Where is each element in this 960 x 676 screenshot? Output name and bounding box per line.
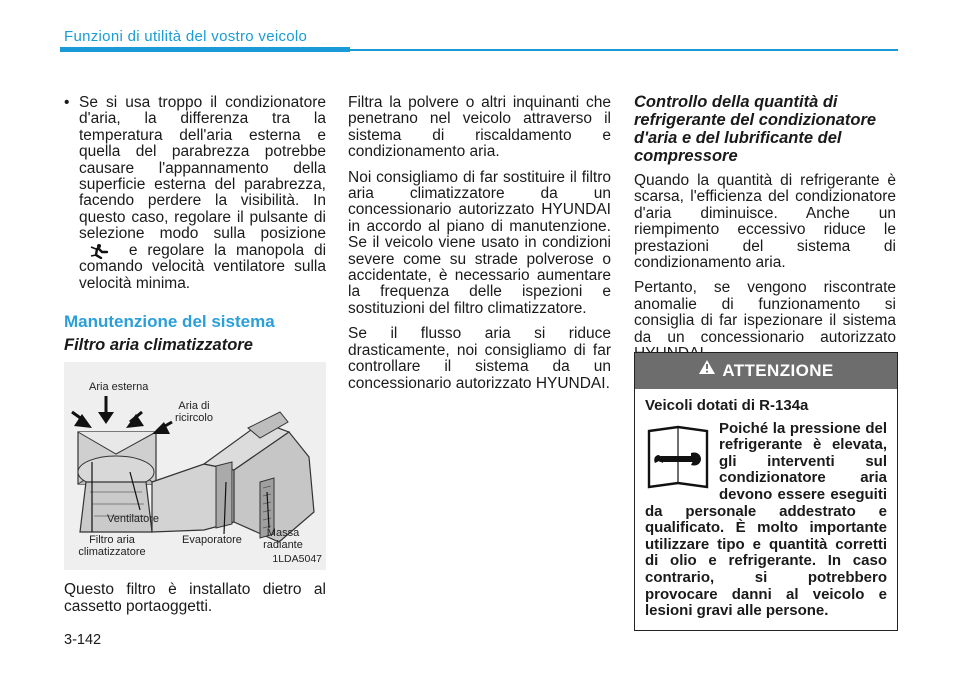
column-middle <box>348 95 611 401</box>
warning-box <box>634 352 898 631</box>
paragraph-3: Se il flusso aria si riduce drasticamente, noi consigliamo di far controllare il sistema da un concessionario autorizzato HYUNDAI. <box>348 325 611 392</box>
warning-text: Poiché la pressione del refrigerante è elevata, gli interventi sul condizionatore aria devono essere eseguiti da personale addestrato e qualificato. È molto importante utilizzare tipo e quantità corretti di olio e refrigerante. In caso contrario, si potrebbero provocare danni al veicolo e lesioni gravi alle persone. <box>645 419 887 620</box>
filter-diagram <box>64 362 326 570</box>
warning-header <box>635 353 897 389</box>
page-number: 3-142 <box>64 632 102 648</box>
warning-heading: ATTENZIONE <box>722 361 834 380</box>
section-title: Manutenzione del sistema <box>64 311 275 331</box>
label-filtro: Filtro aria climatizzatore <box>78 534 146 559</box>
label-ventilatore: Ventilatore <box>107 513 159 526</box>
mode-floor-defrost-icon <box>79 243 119 259</box>
paragraph-refrigerant-1: Quando la quantità di refrigerante è scarsa, l'efficienza del condizionatore d'aria diminuisce. Anche un riempimento eccessivo riduce le prestazioni del sistema di condizionamento aria. <box>634 172 896 272</box>
paragraph-refrigerant-2: Pertanto, se vengono riscontrate anomalie di funzionamento si consiglia di far ispezionare il sistema da un concessionario autorizzato <box>634 279 896 346</box>
paragraph-2: Noi consigliamo di far sostituire il filtro aria climatizzatore da un concessionario autorizzato HYUNDAI in accordo al piano di manutenzione. Se il veicolo viene usato in condizioni severe come su strade polverose o accidentate, è necessario aumentare la frequenza delle ispezioni e sostituzioni del filtro climatizzatore. <box>348 168 611 317</box>
figure-code: 1LDA5047 <box>272 552 322 565</box>
after-figure-text: Questo filtro è installato dietro al cassetto portaoggetti. <box>64 581 326 615</box>
warning-triangle-icon <box>698 352 716 388</box>
warning-vehicle-type: Veicoli dotati di R-134a <box>645 397 809 414</box>
warning-body <box>635 389 897 620</box>
paragraph-1: Filtra la polvere o altri inquinanti che penetrano nel veicolo attraverso il sistema di riscaldamento e condizionamento aria. <box>348 94 611 161</box>
wrench-book-icon <box>645 425 711 491</box>
bullet-paragraph <box>64 95 326 292</box>
label-evaporatore: Evaporatore <box>182 534 242 547</box>
header-rule <box>350 49 898 51</box>
label-aria-esterna: Aria esterna <box>89 381 149 394</box>
column-right <box>634 93 896 371</box>
header-bar <box>60 47 350 52</box>
column-left <box>64 95 326 624</box>
bullet-text-2: e regolare la manopola di comando velocità ventilatore sulla velocità minima. <box>79 241 327 292</box>
section-title-refrigerant: Controllo della quantità di refrigerante del condizionatore d'aria e del lubrificante del compressore <box>634 93 877 165</box>
label-ricircolo: Aria di ricircolo <box>175 400 213 425</box>
header-title: Funzioni di utilità del vostro veicolo <box>64 28 308 45</box>
bullet-text-1: Se si usa troppo il condizionatore d'aria, la differenza tra la temperatura dell'aria esterna e quella del parabrezza potrebbe causare l'appannamento della superficie esterna del parabrezza, facendo perdere la visibilità. In questo caso, regolare il pulsante di selezione modo sulla posizione <box>79 94 326 243</box>
sub-title: Filtro aria climatizzatore <box>64 336 253 355</box>
label-massa: Massa radiante <box>263 527 303 552</box>
